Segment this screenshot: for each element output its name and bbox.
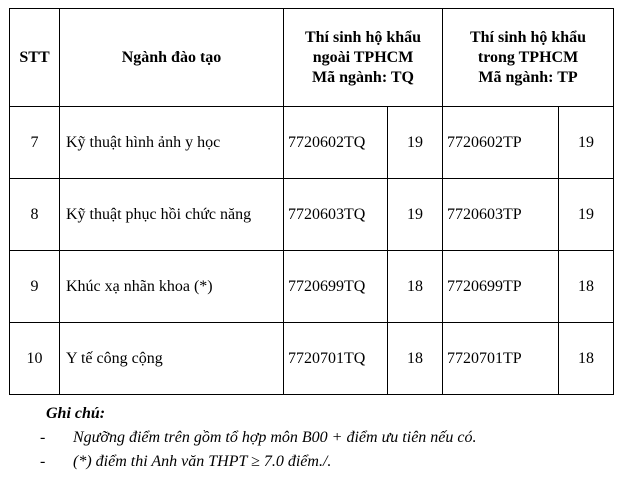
row-code-tp: 7720701TP [443, 323, 559, 395]
notes-title: Ghi chú: [46, 405, 106, 422]
table-row [10, 107, 614, 179]
table-row [10, 179, 614, 251]
header-stt: STT [10, 9, 60, 107]
row-major: Khúc xạ nhãn khoa (*) [60, 251, 284, 323]
note-item [40, 426, 477, 450]
row-major: Y tế công cộng [60, 323, 284, 395]
row-code-tq: 7720699TQ [284, 251, 388, 323]
header-outside-line-3: Mã ngành: TQ [312, 68, 414, 86]
header-inside-line-3: Mã ngành: TP [478, 68, 578, 86]
row-code-tq: 7720602TQ [284, 107, 388, 179]
header-inside-line-1: Thí sinh hộ khẩu [469, 28, 587, 46]
row-score-tp: 18 [559, 323, 614, 395]
row-code-tp: 7720603TP [443, 179, 559, 251]
note-item [40, 450, 477, 474]
table-row [10, 251, 614, 323]
header-outside-line-1: Thí sinh hộ khẩu [304, 28, 422, 46]
row-code-tp: 7720699TP [443, 251, 559, 323]
note-text: Ngưỡng điểm trên gồm tổ hợp môn B00 + điểm ưu tiên nếu có. [73, 429, 477, 446]
row-stt: 10 [10, 323, 60, 395]
table-header-row [10, 9, 614, 107]
row-major: Kỹ thuật phục hồi chức năng [60, 179, 284, 251]
note-bullet: - [40, 453, 46, 470]
header-outside-line-2: ngoài TPHCM [312, 48, 414, 66]
header-inside-line-2: trong TPHCM [477, 48, 579, 66]
row-stt: 7 [10, 107, 60, 179]
row-code-tq: 7720701TQ [284, 323, 388, 395]
row-code-tq: 7720603TQ [284, 179, 388, 251]
header-outside-hcmc [284, 9, 443, 107]
row-stt: 8 [10, 179, 60, 251]
row-score-tp: 19 [559, 107, 614, 179]
header-inside-hcmc [443, 9, 614, 107]
table-row [10, 323, 614, 395]
row-score-tq: 18 [388, 251, 443, 323]
notes-section [40, 402, 477, 474]
row-score-tq: 19 [388, 179, 443, 251]
row-major: Kỹ thuật hình ảnh y học [60, 107, 284, 179]
header-major: Ngành đào tạo [60, 9, 284, 107]
note-bullet: - [40, 429, 46, 446]
row-score-tq: 18 [388, 323, 443, 395]
admission-score-table [9, 8, 614, 395]
row-score-tp: 18 [559, 251, 614, 323]
note-text: (*) điểm thi Anh văn THPT ≥ 7.0 điểm./. [73, 453, 332, 470]
row-score-tq: 19 [388, 107, 443, 179]
row-stt: 9 [10, 251, 60, 323]
row-code-tp: 7720602TP [443, 107, 559, 179]
row-score-tp: 19 [559, 179, 614, 251]
